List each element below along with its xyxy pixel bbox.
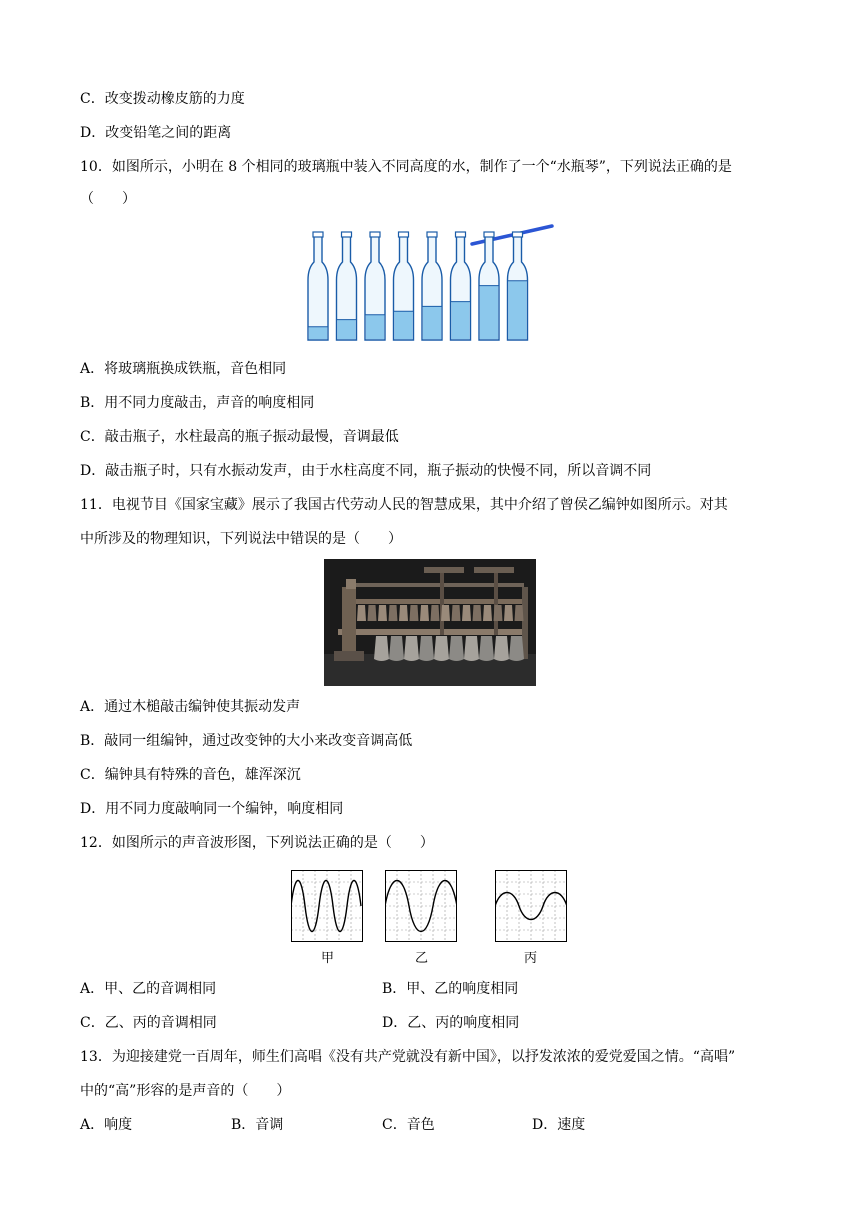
small-bell xyxy=(357,605,366,621)
question-13-option-b: B．音调 xyxy=(231,1117,284,1133)
large-bell xyxy=(389,636,404,661)
small-bell xyxy=(473,605,482,621)
large-bell xyxy=(494,636,509,661)
small-bell xyxy=(420,605,429,621)
question-13-stem: 13．为迎接建党一百周年，师生们高唱《没有共产党就没有新中国》，以抒发浓浓的爱党爱国之情。“高唱” xyxy=(80,1049,736,1065)
large-bell xyxy=(434,636,449,661)
question-11-option-d: D．用不同力度敲响同一个编钟，响度相同 xyxy=(80,801,344,817)
question-12-option-b: B．甲、乙的响度相同 xyxy=(382,981,519,997)
waveform-label-jia: 甲 xyxy=(321,951,335,966)
small-bell xyxy=(462,605,471,621)
large-bell xyxy=(419,636,434,661)
question-12-option-d: D．乙、丙的响度相同 xyxy=(382,1015,520,1031)
small-bell xyxy=(431,605,440,621)
large-bell xyxy=(464,636,479,661)
water-bottle-figure xyxy=(300,220,560,345)
waveform-bing xyxy=(495,870,567,942)
large-bell xyxy=(479,636,494,661)
small-bell xyxy=(378,605,387,621)
water-bottle xyxy=(422,232,442,340)
large-bell xyxy=(509,636,524,661)
small-bell xyxy=(494,605,503,621)
small-bell xyxy=(399,605,408,621)
large-bell xyxy=(374,636,389,661)
question-11-option-b: B．敲同一组编钟，通过改变钟的大小来改变音调高低 xyxy=(80,733,413,749)
water-bottle xyxy=(365,232,385,340)
question-10-stem: 10．如图所示，小明在 8 个相同的玻璃瓶中装入不同高度的水，制作了一个“水瓶琴”，下列说法正确的是 xyxy=(80,159,732,175)
question-11-option-c: C．编钟具有特殊的音色，雄浑深沉 xyxy=(80,767,301,783)
waveform-label-yi: 乙 xyxy=(415,951,429,966)
waveform-jia xyxy=(291,870,363,942)
small-bell xyxy=(410,605,419,621)
water-bottle xyxy=(394,232,414,340)
question-10-option-d: D．敲击瓶子时，只有水振动发声，由于水柱高度不同，瓶子振动的快慢不同，所以音调不同 xyxy=(80,463,652,479)
water-bottle xyxy=(479,232,499,340)
large-bell xyxy=(404,636,419,661)
water-bottle xyxy=(508,232,528,340)
question-10-bracket: （ ） xyxy=(80,191,136,207)
water-bottle xyxy=(451,232,471,340)
chime-bells-photo xyxy=(324,559,536,686)
question-11-option-a: A．通过木槌敲击编钟使其振动发声 xyxy=(80,699,301,715)
question-11-stem: 11．电视节目《国家宝藏》展示了我国古代劳动人民的智慧成果，其中介绍了曾侯乙编钟如图所示。对其 xyxy=(80,497,728,513)
small-bell xyxy=(483,605,492,621)
option-d-prev: D．改变铅笔之间的距离 xyxy=(80,125,232,141)
small-bell xyxy=(515,605,524,621)
question-12-option-c: C．乙、丙的音调相同 xyxy=(80,1015,217,1031)
question-10-option-b: B．用不同力度敲击，声音的响度相同 xyxy=(80,395,315,411)
question-13-option-d: D．速度 xyxy=(532,1117,586,1133)
question-11-stem-cont: 中所涉及的物理知识，下列说法中错误的是（ ） xyxy=(80,531,402,547)
small-bell xyxy=(389,605,398,621)
small-bell xyxy=(504,605,513,621)
question-12-option-a: A．甲、乙的音调相同 xyxy=(80,981,217,997)
question-10-option-a: A．将玻璃瓶换成铁瓶，音色相同 xyxy=(80,361,287,377)
small-bell xyxy=(441,605,450,621)
water-bottle xyxy=(308,232,328,340)
question-13-option-c: C．音色 xyxy=(382,1117,435,1133)
option-c-prev: C．改变拨动橡皮筋的力度 xyxy=(80,91,245,107)
small-bell xyxy=(452,605,461,621)
question-12-stem: 12．如图所示的声音波形图，下列说法正确的是（ ） xyxy=(80,835,434,851)
question-13-option-a: A．响度 xyxy=(80,1117,133,1133)
small-bell xyxy=(368,605,377,621)
question-13-stem-cont: 中的“高”形容的是声音的（ ） xyxy=(80,1083,291,1099)
question-10-option-c: C．敲击瓶子，水柱最高的瓶子振动最慢，音调最低 xyxy=(80,429,399,445)
water-bottle xyxy=(337,232,357,340)
waveform-label-bing: 丙 xyxy=(524,951,538,966)
large-bell xyxy=(449,636,464,661)
waveform-yi xyxy=(385,870,457,942)
